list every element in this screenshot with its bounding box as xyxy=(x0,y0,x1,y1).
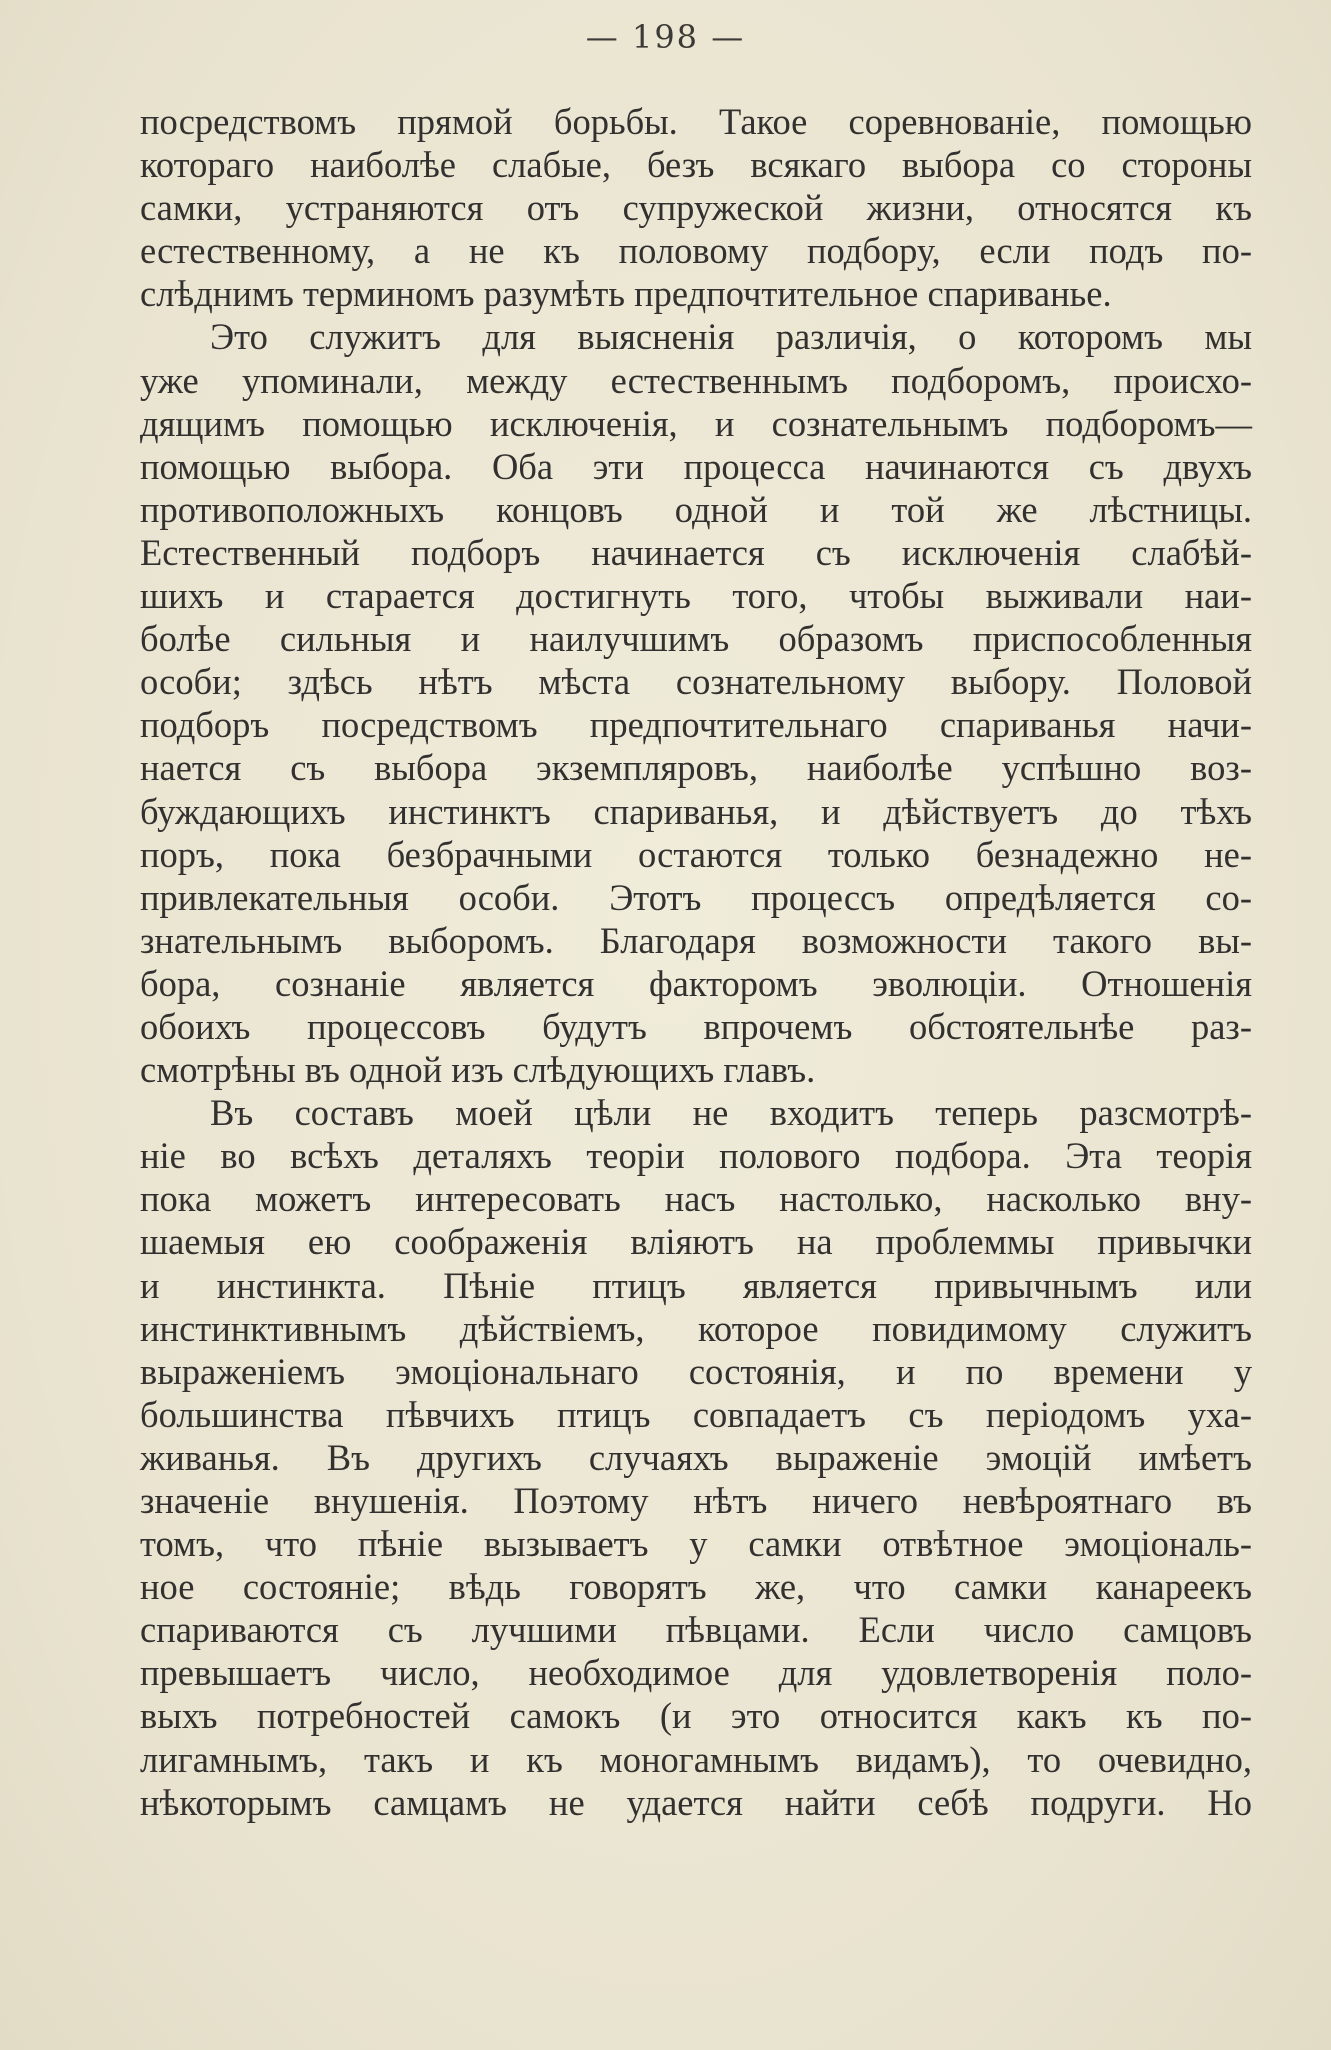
text-line: котораго наиболѣе слабые, безъ всякаго выбора со стороны xyxy=(140,144,1252,186)
text-line: и инстинкта. Пѣніе птицъ является привычнымъ или xyxy=(140,1264,1252,1306)
paragraph-3 xyxy=(140,1091,1252,1824)
text-line: пока можетъ интересовать насъ настолько, насколько вну- xyxy=(140,1178,1252,1220)
text-line: ніе во всѣхъ деталяхъ теоріи полового подбора. Эта теорія xyxy=(140,1135,1252,1177)
text-line: Естественный подборъ начинается съ исключенія слабѣй- xyxy=(140,531,1252,573)
text-line: томъ, что пѣніе вызываетъ у самки отвѣтное эмоціональ- xyxy=(140,1523,1252,1565)
text-line: значеніе внушенія. Поэтому нѣтъ ничего невѣроятнаго въ xyxy=(140,1480,1252,1521)
text-line: ное состояніе; вѣдь говорятъ же, что самки канареекъ xyxy=(140,1566,1252,1608)
text-line: знательнымъ выборомъ. Благодаря возможности такого вы- xyxy=(140,919,1252,961)
text-line: превышаетъ число, необходимое для удовлетворенія поло- xyxy=(140,1652,1252,1694)
text-line: обоихъ процессовъ будутъ впрочемъ обстоятельнѣе раз- xyxy=(140,1005,1252,1047)
text-line: привлекательныя особи. Этотъ процессъ опредѣляется со- xyxy=(140,876,1252,918)
text-line: болѣе сильныя и наилучшимъ образомъ приспособленныя xyxy=(140,618,1252,660)
text-line: Это служитъ для выясненія различія, о которомъ мы xyxy=(210,316,1252,358)
text-line: живанья. Въ другихъ случаяхъ выраженіе эмоцій имѣетъ xyxy=(140,1436,1252,1478)
text-line: нѣкоторымъ самцамъ не удается найти себѣ подруги. Но xyxy=(140,1781,1252,1823)
text-line: поръ, пока безбрачными остаются только безнадежно не- xyxy=(140,833,1252,875)
text-line: особи; здѣсь нѣтъ мѣста сознательному выбору. Половой xyxy=(140,661,1252,703)
body-text xyxy=(140,100,1252,1824)
text-line: бора, сознаніе является факторомъ эволюціи. Отношенія xyxy=(140,962,1252,1004)
text-line: шихъ и старается достигнуть того, чтобы выживали наи- xyxy=(140,575,1252,617)
text-line: буждающихъ инстинктъ спариванья, и дѣйствуетъ до тѣхъ xyxy=(140,790,1252,832)
paragraph-2 xyxy=(140,315,1252,1091)
text-line: уже упоминали, между естественнымъ подборомъ, происхо- xyxy=(140,359,1252,401)
text-line: шаемыя ею соображенія вліяютъ на проблеммы привычки xyxy=(140,1221,1252,1263)
text-line: самки, устраняются отъ супружеской жизни, относятся къ xyxy=(140,187,1252,229)
text-line: большинства пѣвчихъ птицъ совпадаетъ съ періодомъ уха- xyxy=(140,1393,1252,1435)
text-line: естественному, а не къ половому подбору, если подъ по- xyxy=(140,230,1252,272)
text-line: выхъ потребностей самокъ (и это относится какъ къ по- xyxy=(140,1695,1252,1737)
text-line: смотрѣны въ одной изъ слѣдующихъ главъ. xyxy=(140,1049,816,1091)
text-line: посредствомъ прямой борьбы. Такое соревнованіе, помощью xyxy=(140,101,1252,142)
text-line: слѣднимъ терминомъ разумѣть предпочтительное спариванье. xyxy=(140,273,1112,315)
text-line: Въ составъ моей цѣли не входитъ теперь разсмотрѣ- xyxy=(210,1092,1252,1134)
text-line: противоположныхъ концовъ одной и той же лѣстницы. xyxy=(140,488,1252,530)
paragraph-1 xyxy=(140,100,1252,315)
text-line: лигамнымъ, такъ и къ моногамнымъ видамъ), то очевидно, xyxy=(140,1738,1252,1780)
text-line: нается съ выбора экземпляровъ, наиболѣе успѣшно воз- xyxy=(140,747,1252,789)
text-line: инстинктивнымъ дѣйствіемъ, которое повидимому служитъ xyxy=(140,1307,1252,1349)
page-number: — 198 — xyxy=(585,18,746,56)
text-line: спариваются съ лучшими пѣвцами. Если число самцовъ xyxy=(140,1609,1252,1651)
text-line: подборъ посредствомъ предпочтительнаго спариванья начи- xyxy=(140,704,1252,746)
text-line: дящимъ помощью исключенія, и сознательнымъ подборомъ— xyxy=(140,402,1252,444)
text-line: помощью выбора. Оба эти процесса начинаются съ двухъ xyxy=(140,445,1252,487)
text-line: выраженіемъ эмоціональнаго состоянія, и по времени у xyxy=(140,1350,1252,1392)
